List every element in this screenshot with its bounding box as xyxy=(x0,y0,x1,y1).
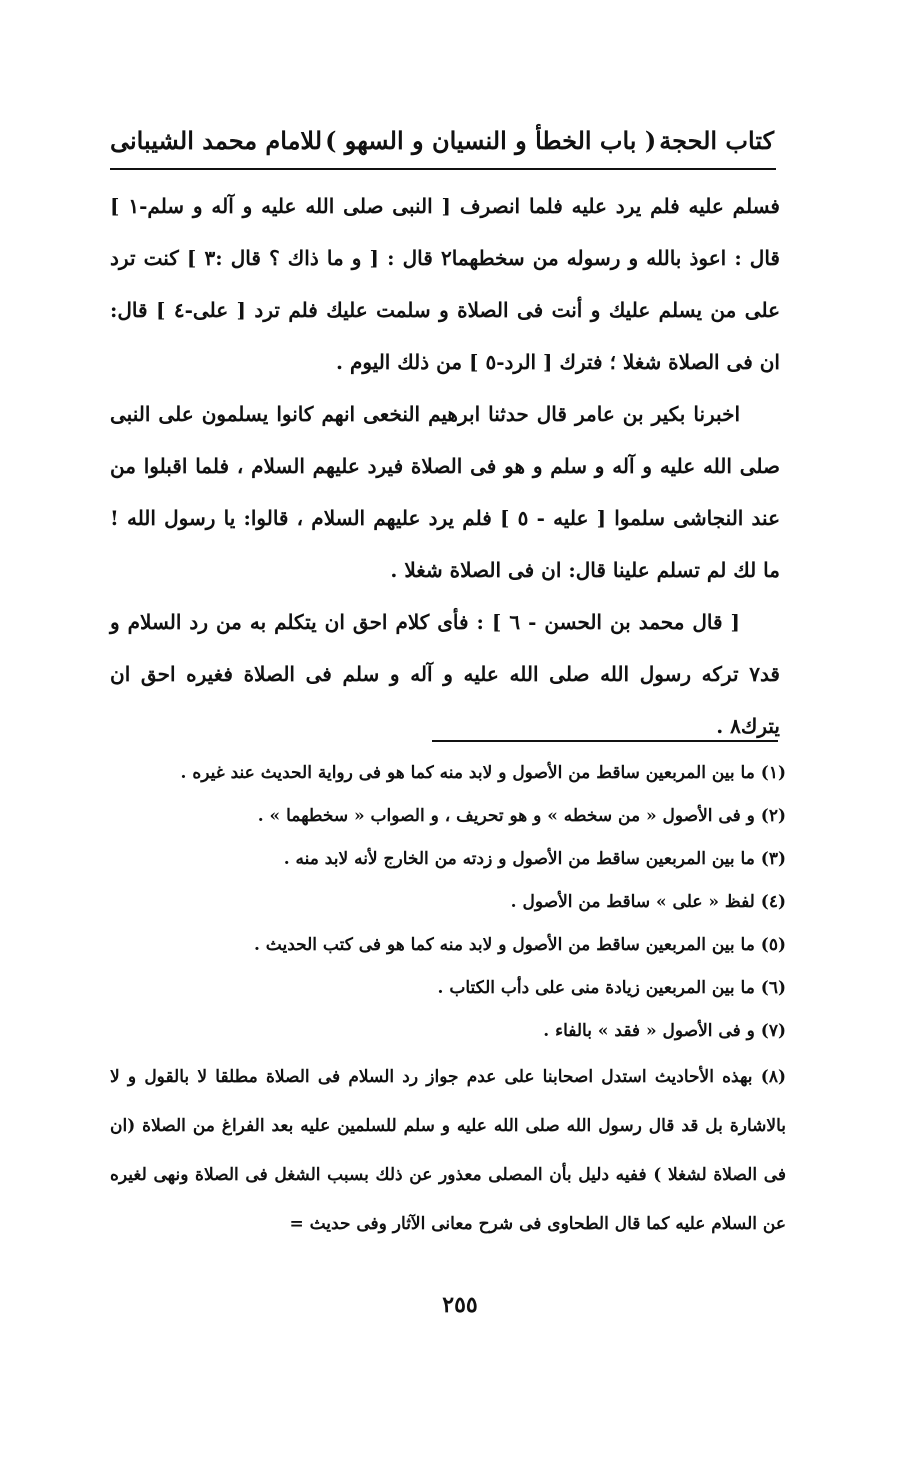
header-divider xyxy=(110,168,776,170)
running-header xyxy=(110,115,774,165)
footnote-1: (١) ما بين المربعين ساقط من الأصول و لابد منه كما هو فى رواية الحديث عند غيره . xyxy=(180,763,786,783)
paragraph-3: [ قال محمد بن الحسن - ٦ ] : فأى كلام احق ان يتكلم به من رد السلام و قد٧ تركه رسول الله صلى الله عليه و آله و سلم فى الصلاة فغيره احق ان يترك٨ . xyxy=(110,610,780,738)
main-text xyxy=(110,180,780,752)
footnotes xyxy=(110,752,786,1249)
footnote-2: (٢) و فى الأصول « من سخطه » و هو تحريف ، و الصواب « سخطهما » . xyxy=(257,806,786,826)
footnote-3: (٣) ما بين المربعين ساقط من الأصول و زدته من الخارج لأنه لابد منه . xyxy=(283,849,786,869)
paragraph-1: فسلم عليه فلم يرد عليه فلما انصرف [ النبى صلى الله عليه و آله و سلم-١ ] قال : اعوذ بالله و رسوله من سخطهما٢ قال : [ و ما ذاك ؟ قال :٣ ] كنت ترد على من يسلم عليك و أنت فى الصلاة و سلمت عليك فلم ترد [ على-٤ ] قال: ان فى الصلاة شغلا ؛ فترك [ الرد-٥ ] من ذلك اليوم . xyxy=(110,194,780,374)
footnote-7: (٧) و فى الأصول « فقد » بالفاء . xyxy=(543,1021,786,1041)
page-number: ٢٥٥ xyxy=(442,1292,478,1318)
header-chapter-title: ( باب الخطأ و النسيان و السهو ) xyxy=(325,125,657,155)
header-author: للامام محمد الشيبانى xyxy=(110,125,323,155)
footnote-6: (٦) ما بين المربعين زيادة منى على دأب الكتاب . xyxy=(437,978,786,998)
header-book-title: كتاب الحجة xyxy=(659,125,774,155)
footnote-8: (٨) بهذه الأحاديث استدل اصحابنا على عدم جواز رد السلام فى الصلاة مطلقا لا بالقول و لا بالاشارة بل قد قال رسول الله صلى الله عليه و سلم للسلمين عليه بعد الفراغ من الصلاة (ان فى الصلاة لشغلا ) ففيه دليل بأن المصلى معذور عن ذلك بسبب الشغل فى الصلاة ونهى لغيره عن السلام عليه كما قال الطحاوى فى شرح معانى الآثار وفى حديث = xyxy=(110,1067,786,1234)
footnote-divider xyxy=(432,740,778,742)
footnote-5: (٥) ما بين المربعين ساقط من الأصول و لابد منه كما هو فى كتب الحديث . xyxy=(253,935,786,955)
paragraph-2: اخبرنا بكير بن عامر قال حدثنا ابرهيم النخعى انهم كانوا يسلمون على النبى صلى الله عليه و آله و سلم و هو فى الصلاة فيرد عليهم السلام ، فلما اقبلوا من عند النجاشى سلموا [ عليه - ٥ ] فلم يرد عليهم السلام ، قالوا: يا رسول الله ! ما لك لم تسلم علينا قال: ان فى الصلاة شغلا . xyxy=(110,402,780,582)
footnote-4: (٤) لفظ « على » ساقط من الأصول . xyxy=(510,892,786,912)
